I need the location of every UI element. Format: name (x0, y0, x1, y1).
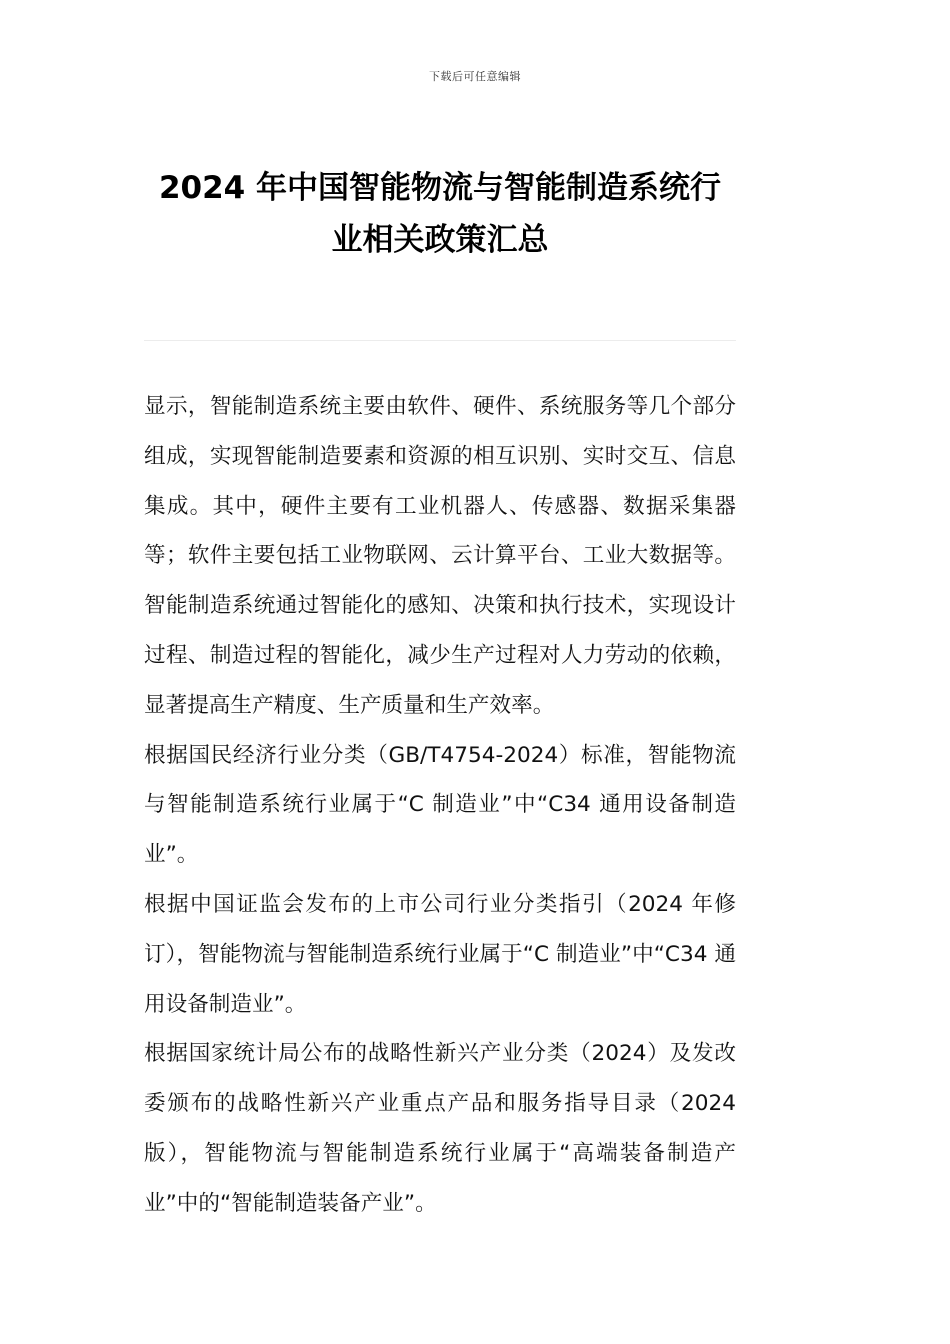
body-paragraph-1: 显示，智能制造系统主要由软件、硬件、系统服务等几个部分组成，实现智能制造要素和资源的相互识别、实时交互、信息集成。其中，硬件主要有工业机器人、传感器、数据采集器等；软件主要包括工业物联网、云计算平台、工业大数据等。智能制造系统通过智能化的感知、决策和执行技术，实现设计过程、制造过程的智能化，减少生产过程对人力劳动的依赖，显著提高生产精度、生产质量和生产效率。 (144, 394, 736, 718)
title-divider (144, 340, 736, 341)
document-body (144, 382, 736, 1229)
document-title-line-2: 业相关政策汇总 (331, 222, 549, 258)
page-header-note: 下载后可任意编辑 (429, 70, 521, 83)
body-paragraph-2: 根据国民经济行业分类（GB/T4754-2024）标准，智能物流与智能制造系统行业属于“C 制造业”中“C34 通用设备制造业”。 (144, 742, 736, 868)
body-paragraph-3: 根据中国证监会发布的上市公司行业分类指引（2024 年修订），智能物流与智能制造系统行业属于“C 制造业”中“C34 通用设备制造业”。 (144, 891, 736, 1017)
document-title-line-1: 2024 年中国智能物流与智能制造系统行 (158, 170, 722, 206)
body-paragraph-4: 根据国家统计局公布的战略性新兴产业分类（2024）及发改委颁布的战略性新兴产业重点产品和服务指导目录（2024 版），智能物流与智能制造系统行业属于“高端装备制造产业”中的“智能制造装备产业”。 (144, 1041, 736, 1216)
document-title (140, 162, 740, 266)
